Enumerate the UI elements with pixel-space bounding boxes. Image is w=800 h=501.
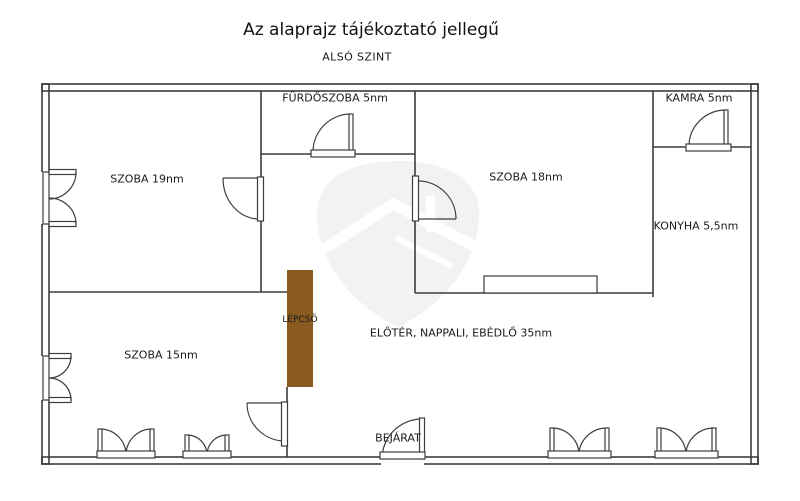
door-pantry (686, 110, 731, 151)
window-room19 (43, 170, 76, 227)
room-label-entrance: BEJÁRAT (375, 431, 421, 445)
door-hall (247, 402, 288, 446)
room-label-living: ELŐTÉR, NAPPALI, EBÉDLŐ 35nm (369, 326, 553, 340)
wall-top (42, 84, 758, 91)
page-title: Az alaprajz tájékoztató jellegű (243, 20, 499, 40)
wall-left (42, 84, 49, 464)
room-label-room19: SZOBA 19nm (110, 172, 184, 186)
room-label-room18: SZOBA 18nm (489, 170, 563, 184)
watermark-chimney (426, 196, 435, 232)
door-threshold (686, 144, 731, 151)
room18-radiator (484, 276, 597, 293)
window-living-bottom-1 (548, 428, 611, 458)
room-label-room15: SZOBA 15nm (124, 348, 198, 362)
window-living-bottom-2 (655, 428, 718, 458)
room-label-kitchen: KONYHA 5,5nm (653, 219, 739, 233)
window-room15-bottom-2 (183, 435, 231, 458)
wall-right (751, 84, 758, 464)
door-bathroom (311, 114, 355, 157)
room-label-bathroom: FÜRDŐSZOBA 5nm (282, 91, 388, 105)
door-threshold (311, 150, 355, 157)
watermark-logo (317, 161, 479, 327)
door-room19 (223, 177, 264, 221)
door-threshold (380, 452, 425, 459)
window-room15-bottom-1 (97, 429, 155, 458)
room-label-pantry: KAMRA 5nm (665, 91, 733, 105)
stairs (287, 270, 313, 387)
floor-label: ALSÓ SZINT (322, 50, 392, 64)
room-label-stairs: LÉPCSŐ (282, 315, 318, 325)
window-room15-left (43, 354, 71, 403)
